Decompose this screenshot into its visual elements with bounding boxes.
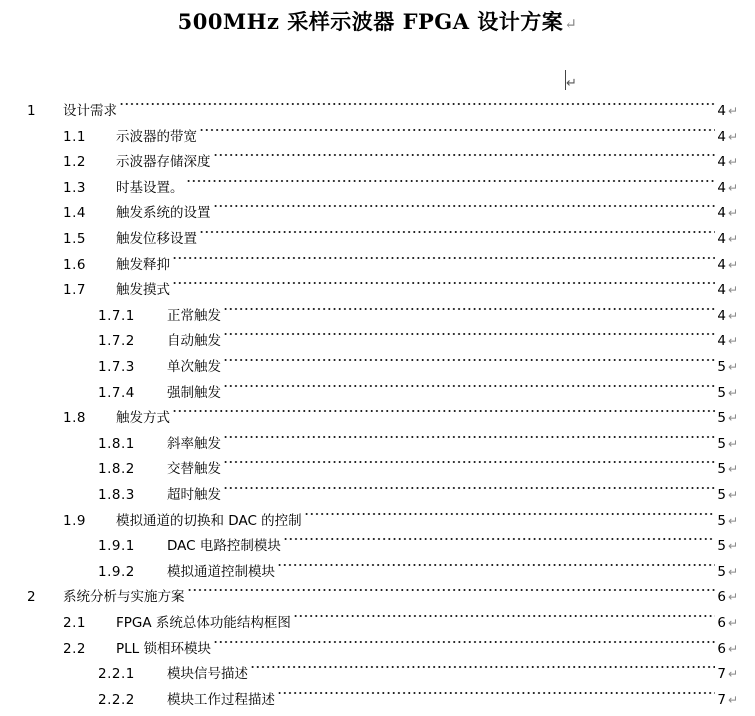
dot-leader	[172, 280, 715, 286]
toc-entry-number: 1.1	[63, 128, 86, 145]
toc-entry-number: 2	[27, 589, 37, 606]
toc-entry-number: 1.9	[63, 512, 86, 529]
dot-leader	[223, 383, 715, 389]
toc-entry-page: 4	[717, 179, 726, 196]
toc-entry-label: 触发系统的设置	[116, 205, 211, 222]
toc-entry-page: 5	[717, 359, 726, 375]
toc-entry-page: 6	[717, 615, 726, 631]
toc-entry[interactable]	[0, 331, 755, 356]
paragraph-mark-icon: ↵	[727, 180, 738, 195]
toc-entry[interactable]	[0, 357, 755, 382]
toc-entry-label: 自动触发	[167, 333, 221, 350]
toc-entry[interactable]	[0, 127, 755, 152]
paragraph-mark-icon: ↵	[727, 436, 738, 451]
toc-entry-label: 超时触发	[167, 487, 221, 503]
toc-entry-number: 1.7.4	[98, 384, 135, 401]
dot-leader	[213, 203, 715, 209]
toc-entry-page: 4	[717, 307, 726, 324]
toc-entry-number: 2.1	[63, 615, 86, 631]
toc-entry-page: 4	[717, 231, 726, 247]
toc-entry-page: 4	[717, 256, 726, 273]
paragraph-mark-icon: ↵	[727, 129, 738, 144]
toc-entry-label: FPGA 系统总体功能结构框图	[116, 615, 291, 631]
toc-entry-page: 7	[717, 691, 726, 708]
toc-entry-label: 斜率触发	[167, 435, 221, 452]
toc-entry[interactable]	[0, 306, 755, 331]
paragraph-mark-icon: ↵	[727, 667, 738, 682]
toc-entry-label: 模拟通道的切换和 DAC 的控制	[116, 512, 302, 529]
paragraph-mark-icon: ↵	[727, 488, 738, 502]
toc-entry-page: 5	[717, 563, 726, 580]
paragraph-mark-icon: ↵	[727, 590, 738, 605]
paragraph-mark-icon: ↵	[727, 334, 738, 349]
dot-leader	[186, 178, 715, 184]
toc-entry[interactable]	[0, 280, 755, 305]
toc-entry-page: 4	[717, 205, 726, 222]
toc-entry-label: 设计需求	[63, 103, 117, 119]
paragraph-mark-icon: ↵	[566, 76, 577, 91]
toc-entry-page: 5	[717, 538, 726, 555]
dot-leader	[277, 690, 715, 696]
toc-entry-page: 6	[717, 589, 726, 606]
paragraph-mark-icon: ↵	[727, 692, 738, 707]
toc-entry-label: 模块信号描述	[167, 666, 248, 683]
toc-entry[interactable]	[0, 152, 755, 177]
toc-entry-label: PLL 锁相环模块	[116, 640, 211, 657]
toc-entry[interactable]	[0, 203, 755, 228]
dot-leader	[223, 331, 715, 337]
dot-leader	[199, 229, 715, 235]
toc-entry[interactable]	[0, 255, 755, 280]
paragraph-mark-icon: ↵	[727, 232, 738, 246]
toc-entry-number: 1.7	[63, 282, 86, 299]
toc-entry-page: 6	[717, 640, 726, 657]
toc-entry-number: 1.7.2	[98, 333, 135, 350]
toc-entry-number: 2.2.2	[98, 691, 135, 708]
toc-entry[interactable]	[0, 562, 755, 587]
dot-leader	[172, 255, 715, 261]
toc-entry-page: 5	[717, 435, 726, 452]
toc-entry[interactable]	[0, 434, 755, 459]
dot-leader	[172, 408, 715, 414]
toc-entry-label: 触发释抑	[116, 256, 170, 273]
dot-leader	[277, 562, 715, 568]
paragraph-mark-icon: ↵	[727, 360, 738, 374]
toc-entry-page: 5	[717, 384, 726, 401]
toc-entry-number: 2.2	[63, 640, 86, 657]
toc-entry-number: 1.6	[63, 256, 86, 273]
paragraph-mark-icon: ↵	[727, 155, 738, 170]
toc-entry[interactable]	[0, 690, 755, 715]
paragraph-mark-icon: ↵	[727, 308, 738, 323]
toc-entry-number: 1.9.2	[98, 563, 135, 580]
paragraph-mark-icon: ↵	[727, 641, 738, 656]
toc-entry-number: 1.8.3	[98, 487, 135, 503]
toc-entry-number: 2.2.1	[98, 666, 135, 683]
dot-leader	[213, 639, 715, 645]
toc-entry[interactable]	[0, 613, 755, 638]
paragraph-mark-icon: ↵	[727, 513, 738, 528]
paragraph-mark-icon: ↵	[727, 283, 738, 298]
toc-entry[interactable]	[0, 639, 755, 664]
toc-entry-label: 触发摸式	[116, 282, 170, 299]
dot-leader	[223, 459, 715, 465]
document-title	[0, 6, 755, 36]
dot-leader	[119, 101, 715, 107]
toc-entry-number: 1.4	[63, 205, 86, 222]
paragraph-mark-icon: ↵	[727, 385, 738, 400]
toc-entry-page: 5	[717, 487, 726, 503]
toc-entry-label: 触发方式	[116, 410, 170, 427]
toc-entry-number: 1	[27, 103, 37, 119]
toc-entry-label: 模拟通道控制模块	[167, 563, 275, 580]
toc-entry-label: 正常触发	[167, 307, 221, 324]
paragraph-mark-icon: ↵	[727, 539, 738, 554]
toc-entry-page: 4	[717, 103, 726, 119]
toc-entry[interactable]	[0, 485, 755, 510]
toc-entry[interactable]	[0, 178, 755, 203]
title-text: 500MHz 采样示波器 FPGA 设计方案	[177, 9, 564, 34]
toc-entry-page: 4	[717, 128, 726, 145]
dot-leader	[304, 511, 715, 517]
toc-entry-label: 强制触发	[167, 384, 221, 401]
toc-entry-number: 1.8.1	[98, 435, 135, 452]
toc-entry-number: 1.5	[63, 231, 86, 247]
toc-entry-number: 1.8.2	[98, 461, 135, 478]
toc-entry-page: 5	[717, 410, 726, 427]
dot-leader	[250, 664, 715, 670]
dot-leader	[223, 434, 715, 440]
paragraph-mark-icon: ↵	[727, 462, 738, 477]
toc-entry-page: 4	[717, 282, 726, 299]
toc-entry[interactable]	[0, 511, 755, 536]
toc-entry-label: 模块工作过程描述	[167, 691, 275, 708]
paragraph-mark-icon: ↵	[727, 206, 738, 221]
toc-entry-number: 1.8	[63, 410, 86, 427]
dot-leader	[223, 485, 715, 491]
toc-entry[interactable]	[0, 664, 755, 689]
toc-entry-label: 单次触发	[167, 359, 221, 375]
paragraph-mark-icon: ↵	[727, 104, 738, 118]
toc-entry[interactable]	[0, 229, 755, 254]
dot-leader	[223, 306, 715, 312]
toc-entry[interactable]	[0, 459, 755, 484]
paragraph-mark-icon: ↵	[727, 411, 738, 426]
dot-leader	[293, 613, 715, 619]
dot-leader	[213, 152, 715, 158]
paragraph-mark-icon: ↵	[727, 257, 738, 272]
toc-entry-label: 触发位移设置	[116, 231, 197, 247]
toc-entry-page: 5	[717, 512, 726, 529]
paragraph-mark-icon: ↵	[727, 616, 738, 630]
dot-leader	[283, 536, 715, 542]
paragraph-mark-icon: ↵	[564, 15, 578, 33]
toc-entry-number: 1.7.1	[98, 307, 135, 324]
toc-entry-number: 1.9.1	[98, 538, 135, 555]
toc-entry-number: 1.7.3	[98, 359, 135, 375]
toc-entry-number: 1.3	[63, 179, 86, 196]
toc-entry-label: 系统分析与实施方案	[63, 589, 185, 606]
toc-entry-page: 4	[717, 333, 726, 350]
dot-leader	[187, 587, 715, 593]
toc-entry[interactable]	[0, 536, 755, 561]
toc-entry[interactable]	[0, 383, 755, 408]
toc-entry-label: 示波器存储深度	[116, 154, 211, 171]
toc-entry-label: 交替触发	[167, 461, 221, 478]
toc-entry[interactable]	[0, 101, 755, 126]
paragraph-mark-icon: ↵	[727, 564, 738, 579]
toc-entry-label: 时基设置。	[116, 179, 184, 196]
toc-entry-page: 4	[717, 154, 726, 171]
toc-entry[interactable]	[0, 408, 755, 433]
dot-leader	[223, 357, 715, 363]
dot-leader	[199, 127, 715, 133]
toc-entry-number: 1.2	[63, 154, 86, 171]
toc-entry[interactable]	[0, 587, 755, 612]
toc-entry-page: 7	[717, 666, 726, 683]
toc-entry-label: 示波器的带宽	[116, 128, 197, 145]
toc-entry-label: DAC 电路控制模块	[167, 538, 281, 555]
toc-entry-page: 5	[717, 461, 726, 478]
